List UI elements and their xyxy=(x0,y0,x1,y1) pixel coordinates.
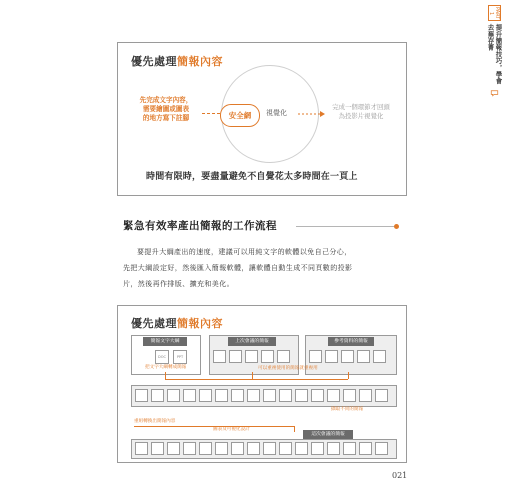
slide-thumb xyxy=(325,350,338,363)
extract-label: 擷取不同的簡報 xyxy=(331,407,364,412)
figure-title: 優先處理簡報內容 xyxy=(131,317,223,330)
slide-thumb xyxy=(135,389,148,402)
slide-thumb xyxy=(199,389,212,402)
connector xyxy=(252,372,253,379)
slide-thumb xyxy=(343,389,356,402)
slide-thumb xyxy=(311,442,324,455)
slide-thumb xyxy=(263,442,276,455)
slide-thumb xyxy=(279,389,292,402)
slide-thumb xyxy=(183,442,196,455)
slide-thumb xyxy=(263,389,276,402)
left-connector xyxy=(202,113,220,114)
connector xyxy=(348,372,349,379)
chapter-title: 提升簡報技巧，學會去蕪存菁 xyxy=(486,24,503,85)
slide-thumb xyxy=(341,350,354,363)
slide-thumb xyxy=(375,389,388,402)
reuse-label: 可以重複使用的簡報就重複用 xyxy=(258,366,318,371)
slide-thumb xyxy=(311,389,324,402)
slide-thumb xyxy=(327,442,340,455)
body-paragraph xyxy=(123,244,408,292)
slide-thumb xyxy=(151,389,164,402)
slide-thumb xyxy=(357,350,370,363)
slide-thumb xyxy=(183,389,196,402)
slide-thumb xyxy=(167,389,180,402)
slide-thumb xyxy=(231,442,244,455)
slide-thumb xyxy=(247,442,260,455)
slide-thumb xyxy=(199,442,212,455)
current-meeting-label: 這次會議的簡報 xyxy=(303,430,353,439)
paragraph-line: 要提升大綱產出的速度，建議可以用純文字的軟體以免自己分心， xyxy=(137,248,352,256)
slide-thumb xyxy=(167,442,180,455)
doc-file-icon: DOC xyxy=(155,350,169,364)
ppt-file-icon: PPT xyxy=(173,350,187,364)
slide-thumb xyxy=(327,389,340,402)
chat-bubble-icon xyxy=(489,90,500,97)
charts-label: 圖表及可視化設計 xyxy=(213,427,250,432)
slide-thumb xyxy=(245,350,258,363)
slide-thumb xyxy=(229,350,242,363)
connector xyxy=(165,379,348,380)
section-heading: 緊急有效率產出簡報的工作流程 xyxy=(123,220,277,232)
paragraph-line: 先把大綱設定好，然後匯入簡報軟體，讓軟體自動生成不同頁數的投影 xyxy=(123,264,353,272)
rearrange-label: 重組轉換出簡報內容 xyxy=(134,419,176,424)
slide-thumb xyxy=(231,389,244,402)
slide-thumb xyxy=(295,442,308,455)
reference-label: 參考資料的簡報 xyxy=(328,337,374,346)
visualize-label: 視覺化 xyxy=(266,109,287,117)
connector xyxy=(294,426,295,432)
figure-caption: 時間有限時，要盡量避免不自覺花太多時間在一頁上 xyxy=(146,172,358,182)
slide-thumb xyxy=(343,442,356,455)
heading-rule xyxy=(296,226,396,227)
convert-label: 把文字大綱轉成簡報 xyxy=(145,365,187,370)
previous-label: 上次會議的簡報 xyxy=(228,337,276,346)
chapter-side-tab xyxy=(487,5,502,97)
slide-thumb xyxy=(151,442,164,455)
connector xyxy=(165,372,166,379)
slide-thumb xyxy=(309,350,322,363)
slide-thumb xyxy=(359,442,372,455)
slide-thumb xyxy=(213,350,226,363)
slide-thumb xyxy=(359,389,372,402)
left-note: 先完成文字內容， 需要繪圖或圖表 的地方寫下註腳 xyxy=(139,96,193,122)
slide-thumb xyxy=(215,389,228,402)
part-label: PART 1 xyxy=(488,5,501,21)
slide-thumb xyxy=(277,350,290,363)
slide-thumb xyxy=(375,442,388,455)
figure-priority-content xyxy=(117,42,407,196)
slide-thumb xyxy=(247,389,260,402)
slide-thumb xyxy=(215,442,228,455)
slide-thumb xyxy=(279,442,292,455)
figure-title: 優先處理簡報內容 xyxy=(131,55,223,68)
slide-thumb xyxy=(135,442,148,455)
paragraph-line: 片，然後再作排版、擴充和美化。 xyxy=(123,280,234,288)
slide-thumb xyxy=(373,350,386,363)
safety-net-pill: 安全網 xyxy=(220,104,260,127)
page-number: 021 xyxy=(392,471,408,480)
slide-thumb xyxy=(261,350,274,363)
heading-dot xyxy=(394,224,399,229)
slide-thumb xyxy=(295,389,308,402)
right-note: 完成一個環節才回頭 為投影片視覺化 xyxy=(332,103,390,120)
figure-workflow xyxy=(117,305,407,463)
outline-label: 簡報文字大綱 xyxy=(143,337,187,346)
